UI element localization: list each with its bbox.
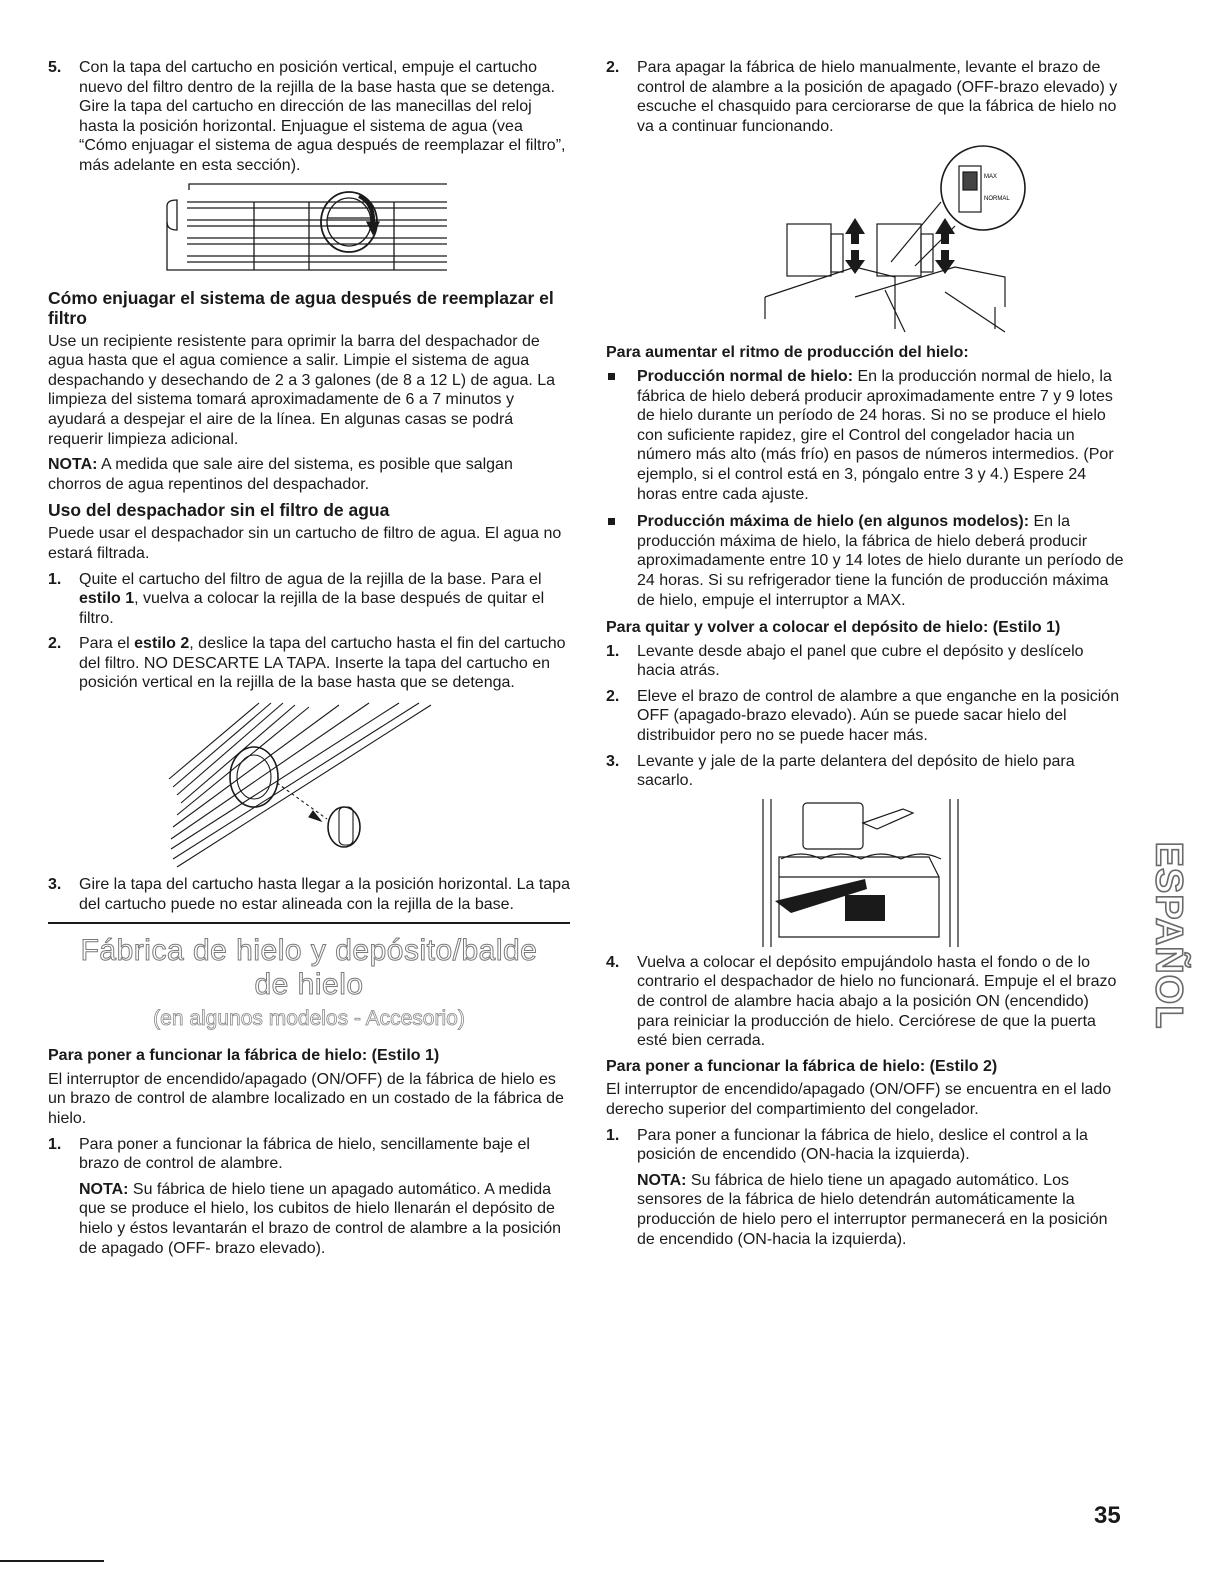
- bin-step-3: [606, 752, 1124, 791]
- step-number: 2.: [48, 635, 62, 653]
- section-title: [48, 934, 570, 1002]
- rate-bullet-normal: [606, 367, 1124, 504]
- startup1-body: El interruptor de encendido/apagado (ON/OFF) de la fábrica de hielo es un brazo de control de alambre localizado en un costado de la fábrica de hielo.: [48, 1070, 564, 1128]
- step-text-b: , vuelva a colocar la rejilla de la base después de quitar el filtro.: [79, 590, 545, 627]
- rinse-body: Use un recipiente resistente para oprimir la barra del despachador de agua hasta que el agua comience a salir. Limpie el sistema de agua despachando y desechando de 2 a 3 galones (de 8 a 12 L) de agua. La limpieza del sistema tomará aproximadamente de 6 a 7 minutos y ayudará a despejar el aire de la línea. En algunas casas se podrá requerir limpieza adicional.: [48, 332, 556, 448]
- bullet-square: [608, 373, 615, 380]
- language-side-tab: [1148, 820, 1188, 1050]
- step-number: 1.: [606, 642, 620, 660]
- startup1-heading: Para poner a funcionar la fábrica de hielo: (Estilo 1): [48, 1047, 440, 1065]
- nofilter-step-3: [48, 875, 570, 914]
- step-text: Levante desde abajo el panel que cubre el depósito y deslícelo hacia atrás.: [637, 642, 1084, 680]
- bin-step-4: [606, 953, 1124, 1051]
- step-number: 1.: [48, 1135, 62, 1153]
- step-number: 1.: [48, 570, 62, 588]
- nofilter-step-2: [48, 634, 570, 693]
- note-label: NOTA:: [79, 1180, 129, 1198]
- step-5: [48, 58, 570, 176]
- bullet-lead: Producción normal de hielo:: [637, 367, 854, 385]
- filter-grille-illustration: [159, 182, 459, 282]
- step-text-a: Para el: [79, 635, 135, 653]
- startup2-heading: Para poner a funcionar la fábrica de hielo: (Estilo 2): [606, 1057, 998, 1075]
- side-tab-label: ESPAÑOL: [1147, 841, 1190, 1029]
- icemaker-arm-illustration: [695, 142, 1035, 337]
- startup1-note: [79, 1180, 570, 1258]
- note-text: Su fábrica de hielo tiene un apagado automático. Los sensores de la fábrica de hielo detendrán automáticamente la producción de hielo pero el interruptor permanecerá en la posición de encendido (ON-hacia la izquierda).: [637, 1171, 1108, 1248]
- cartridge-cap-illustration: [159, 699, 459, 869]
- step-text: Gire la tapa del cartucho hasta llegar a la posición horizontal. La tapa del cartucho puede no estar alineada con la rejilla de la base.: [79, 876, 570, 913]
- note-label: NOTA:: [637, 1171, 687, 1189]
- step-number: 2.: [606, 687, 620, 705]
- step-number: 3.: [48, 876, 62, 894]
- step-text: Para poner a funcionar la fábrica de hielo, deslice el control a la posición de encendido (ON-hacia la izquierda).: [637, 1126, 1088, 1164]
- step-text: Para apagar la fábrica de hielo manualmente, levante el brazo de control de alambre a la posición de apagado (OFF-brazo elevado) y escuche el chasquido para cerciorarse de que la fábrica de hielo no va a continuar funcionando.: [637, 59, 1118, 135]
- startup2-body: El interruptor de encendido/apagado (ON/OFF) se encuentra en el lado derecho superior del compartimiento del congelador.: [606, 1081, 1112, 1118]
- step-text: Vuelva a colocar el depósito empujándolo hasta el fondo o de lo contrario el despachador de hielo no funcionará. Empuje el el brazo de control de alambre hacia abajo a la posición ON (encendido) para reiniciar la producción de hielo. Cerciórese de que la puerta esté bien cerrada.: [637, 953, 1117, 1050]
- left-column: [48, 58, 570, 1264]
- section-subtitle: (en algunos modelos - Accesorio): [153, 1007, 465, 1031]
- page-number: 35: [1094, 1502, 1121, 1529]
- note-text: Su fábrica de hielo tiene un apagado automático. A medida que se produce el hielo, los cubitos de hielo llenarán el depósito de hielo y éstos levantarán el brazo de control de alambre a la posición de apagado (OFF- brazo elevado).: [79, 1180, 562, 1257]
- bullet-text: En la producción máxima de hielo, la fábrica de hielo deberá producir aproximadamente entre 10 y 14 lotes de hielo durante un período de 24 horas. Si su refrigerador tiene la función de producción máxima de hielo, empuje el interruptor a MAX.: [637, 513, 1124, 609]
- nofilter-heading: Uso del despachador sin el filtro de agua: [48, 500, 390, 521]
- step-text-b: , deslice la tapa del cartucho hasta el fin del cartucho del filtro. NO DESCARTE LA TAPA. Inserte la tapa del cartucho en posición vertical en la rejilla de la base hasta que se detenga.: [79, 635, 566, 692]
- switch-label-max: MAX: [984, 174, 998, 181]
- step-number: 3.: [606, 752, 620, 770]
- step-number: 5.: [48, 59, 62, 76]
- rate-bullet-max: [606, 512, 1124, 610]
- bullet-text: En la producción normal de hielo, la fábrica de hielo deberá producir aproximadamente entre 7 y 9 lotes de hielo durante un período de 24 horas. Si no se produce el hielo con suficiente rapidez, gire el Control del congelador hacia un número más alto (más frío) en pasos de números intermedios. (Por ejemplo, si el control está en 3, póngalo entre 3 y 4.) Espere 24 horas entre cada ajuste.: [637, 367, 1114, 503]
- bin-heading: Para quitar y volver a colocar el depósito de hielo: (Estilo 1): [606, 619, 1061, 637]
- bullet-lead: Producción máxima de hielo (en algunos modelos):: [637, 513, 1030, 531]
- bin-step-2: [606, 687, 1124, 746]
- step-2: [606, 58, 1124, 136]
- step-text: Eleve el brazo de control de alambre a que enganche en la posición OFF (apagado-brazo elevado). Aún se puede sacar hielo del distribuidor pero no se puede hacer más.: [637, 687, 1120, 745]
- step-text: Levante y jale de la parte delantera del depósito de hielo para sacarlo.: [637, 752, 1075, 790]
- startup1-step-1: [48, 1135, 570, 1259]
- startup2-step-1: [606, 1126, 1124, 1250]
- rate-heading: Para aumentar el ritmo de producción del hielo:: [606, 344, 969, 362]
- step-text: Para poner a funcionar la fábrica de hielo, sencillamente baje el brazo de control de alambre.: [79, 1135, 530, 1173]
- section-title-line-2: de hielo: [254, 968, 364, 1002]
- step-number: 2.: [606, 59, 620, 76]
- note-text: A medida que sale aire del sistema, es posible que salgan chorros de agua repentinos del despachador.: [48, 456, 513, 493]
- nofilter-step-1: [48, 570, 570, 629]
- step-bold: estilo 1: [79, 590, 135, 608]
- note-label: NOTA:: [48, 456, 98, 474]
- step-text: Con la tapa del cartucho en posición vertical, empuje el cartucho nuevo del filtro dentro de la rejilla de la base hasta que se detenga. Gire la tapa del cartucho en dirección de las manecillas del reloj hasta la posición horizontal. Enjuague el sistema de agua (vea “Cómo enjuagar el sistema de agua después de reemplazar el filtro”, más adelante en esta sección).: [79, 59, 566, 174]
- bin-step-1: [606, 642, 1124, 681]
- section-title-line-1: Fábrica de hielo y depósito/balde: [80, 934, 538, 968]
- switch-label-normal: NORMAL: [984, 196, 1010, 203]
- step-number: 4.: [606, 953, 620, 971]
- rinse-heading: Cómo enjuagar el sistema de agua después de reemplazar el filtro: [48, 287, 554, 328]
- section-divider: [48, 922, 570, 924]
- rinse-note: [48, 455, 570, 494]
- footer-rule: [0, 1560, 104, 1562]
- step-number: 1.: [606, 1126, 620, 1144]
- step-bold: estilo 2: [134, 635, 190, 653]
- right-column: [606, 58, 1124, 1255]
- startup2-note: [637, 1171, 1124, 1249]
- ice-bin-illustration: [755, 797, 975, 947]
- bullet-square: [608, 518, 615, 525]
- step-text-a: Quite el cartucho del filtro de agua de la rejilla de la base. Para el: [79, 570, 542, 588]
- nofilter-intro: Puede usar el despachador sin un cartucho de filtro de agua. El agua no estará filtrada.: [48, 525, 562, 562]
